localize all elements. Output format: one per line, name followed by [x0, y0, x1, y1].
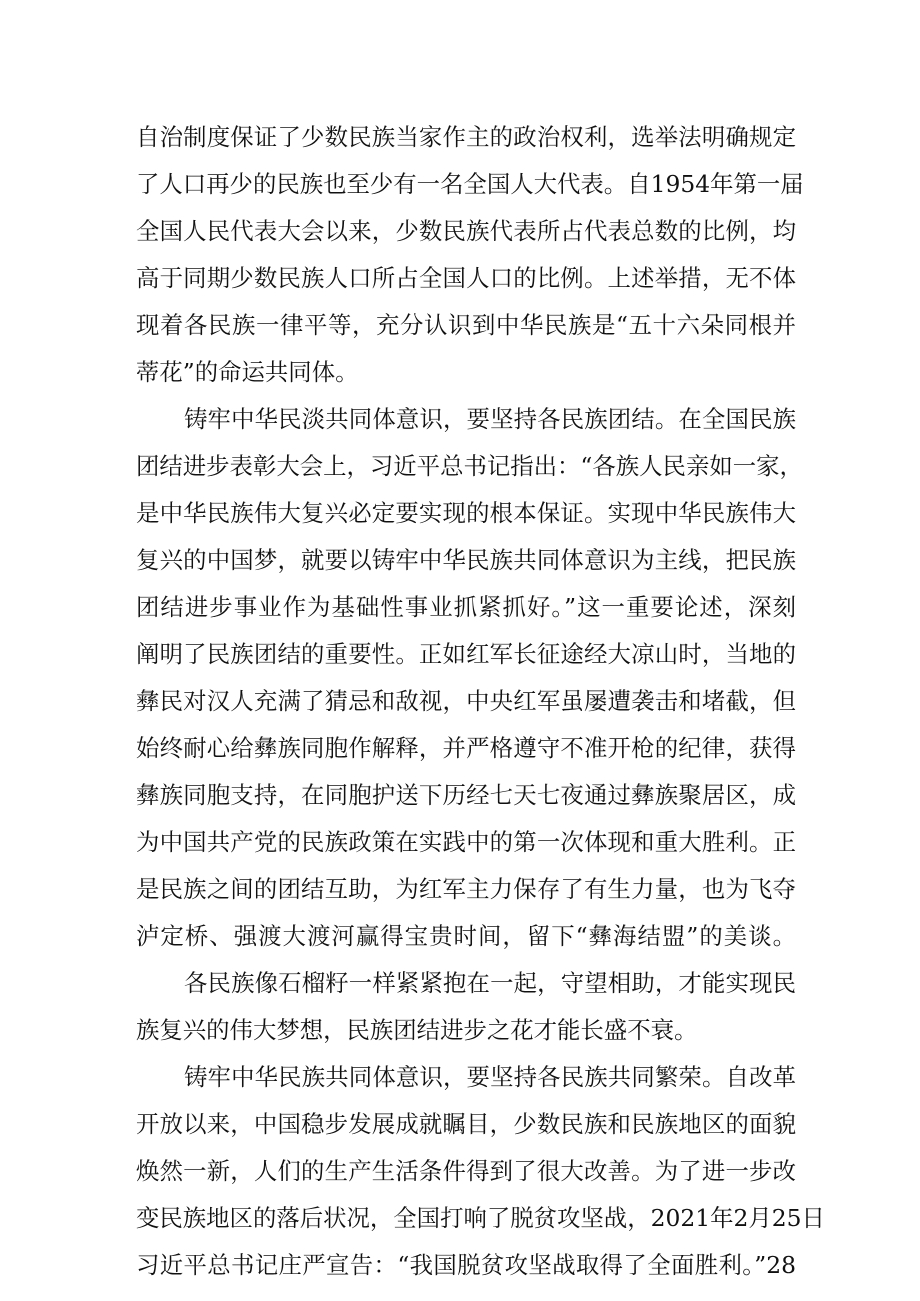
text-line: 始终耐心给彝族同胞作解释，并严格遵守不准开枪的纪律，获得 [136, 734, 796, 762]
text-line: 阐明了民族团结的重要性。正如红军长征途经大凉山时，当地的 [136, 640, 796, 668]
text-line: 变民族地区的落后状况，全国打响了脱贫攻坚战，2021年2月25日 [136, 1204, 825, 1232]
text-line: 是民族之间的团结互助，为红军主力保存了有生力量，也为飞夺 [136, 875, 796, 903]
text-line: 是中华民族伟大复兴必定要实现的根本保证。实现中华民族伟大 [136, 499, 796, 527]
text-line: 现着各民族一律平等，充分认识到中华民族是“五十六朵同根并 [136, 311, 796, 339]
paragraph-first-line: 各民族像石榴籽一样紧紧抱在一起，守望相助，才能实现民 [184, 969, 796, 997]
text-line: 泸定桥、强渡大渡河赢得宝贵时间，留下“彝海结盟”的美谈。 [136, 922, 796, 950]
text-line: 彝族同胞支持，在同胞护送下历经七天七夜通过彝族聚居区，成 [136, 781, 796, 809]
text-line: 蒂花”的命运共同体。 [136, 358, 359, 386]
text-line: 了人口再少的民族也至少有一名全国人大代表。自1954年第一届 [136, 170, 804, 198]
paragraph-first-line: 铸牢中华民族共同体意识，要坚持各民族共同繁荣。自改革 [184, 1063, 796, 1091]
text-line: 开放以来，中国稳步发展成就瞩目，少数民族和民族地区的面貌 [136, 1110, 796, 1138]
text-line: 自治制度保证了少数民族当家作主的政治权利，选举法明确规定 [136, 123, 796, 151]
text-line: 复兴的中国梦，就要以铸牢中华民族共同体意识为主线，把民族 [136, 546, 796, 574]
text-line: 为中国共产党的民族政策在实践中的第一次体现和重大胜利。正 [136, 828, 796, 856]
body-text [136, 114, 825, 1289]
text-line: 彝民对汉人充满了猜忌和敌视，中央红军虽屡遭袭击和堵截，但 [136, 687, 796, 715]
text-line: 高于同期少数民族人口所占全国人口的比例。上述举措，无不体 [136, 264, 796, 292]
text-line: 习近平总书记庄严宣告：“我国脱贫攻坚战取得了全面胜利。”28 [136, 1251, 796, 1279]
paragraph-first-line: 铸牢中华民淡共同体意识，要坚持各民族团结。在全国民族 [184, 405, 796, 433]
text-line: 族复兴的伟大梦想，民族团结进步之花才能长盛不衰。 [136, 1016, 698, 1044]
text-line: 团结进步事业作为基础性事业抓紧抓好。”这一重要论述，深刻 [136, 593, 796, 621]
text-line: 焕然一新，人们的生产生活条件得到了很大改善。为了进一步改 [136, 1157, 796, 1185]
text-line: 全国人民代表大会以来，少数民族代表所占代表总数的比例，均 [136, 217, 796, 245]
text-line: 团结进步表彰大会上，习近平总书记指出：“各族人民亲如一家， [136, 452, 803, 480]
